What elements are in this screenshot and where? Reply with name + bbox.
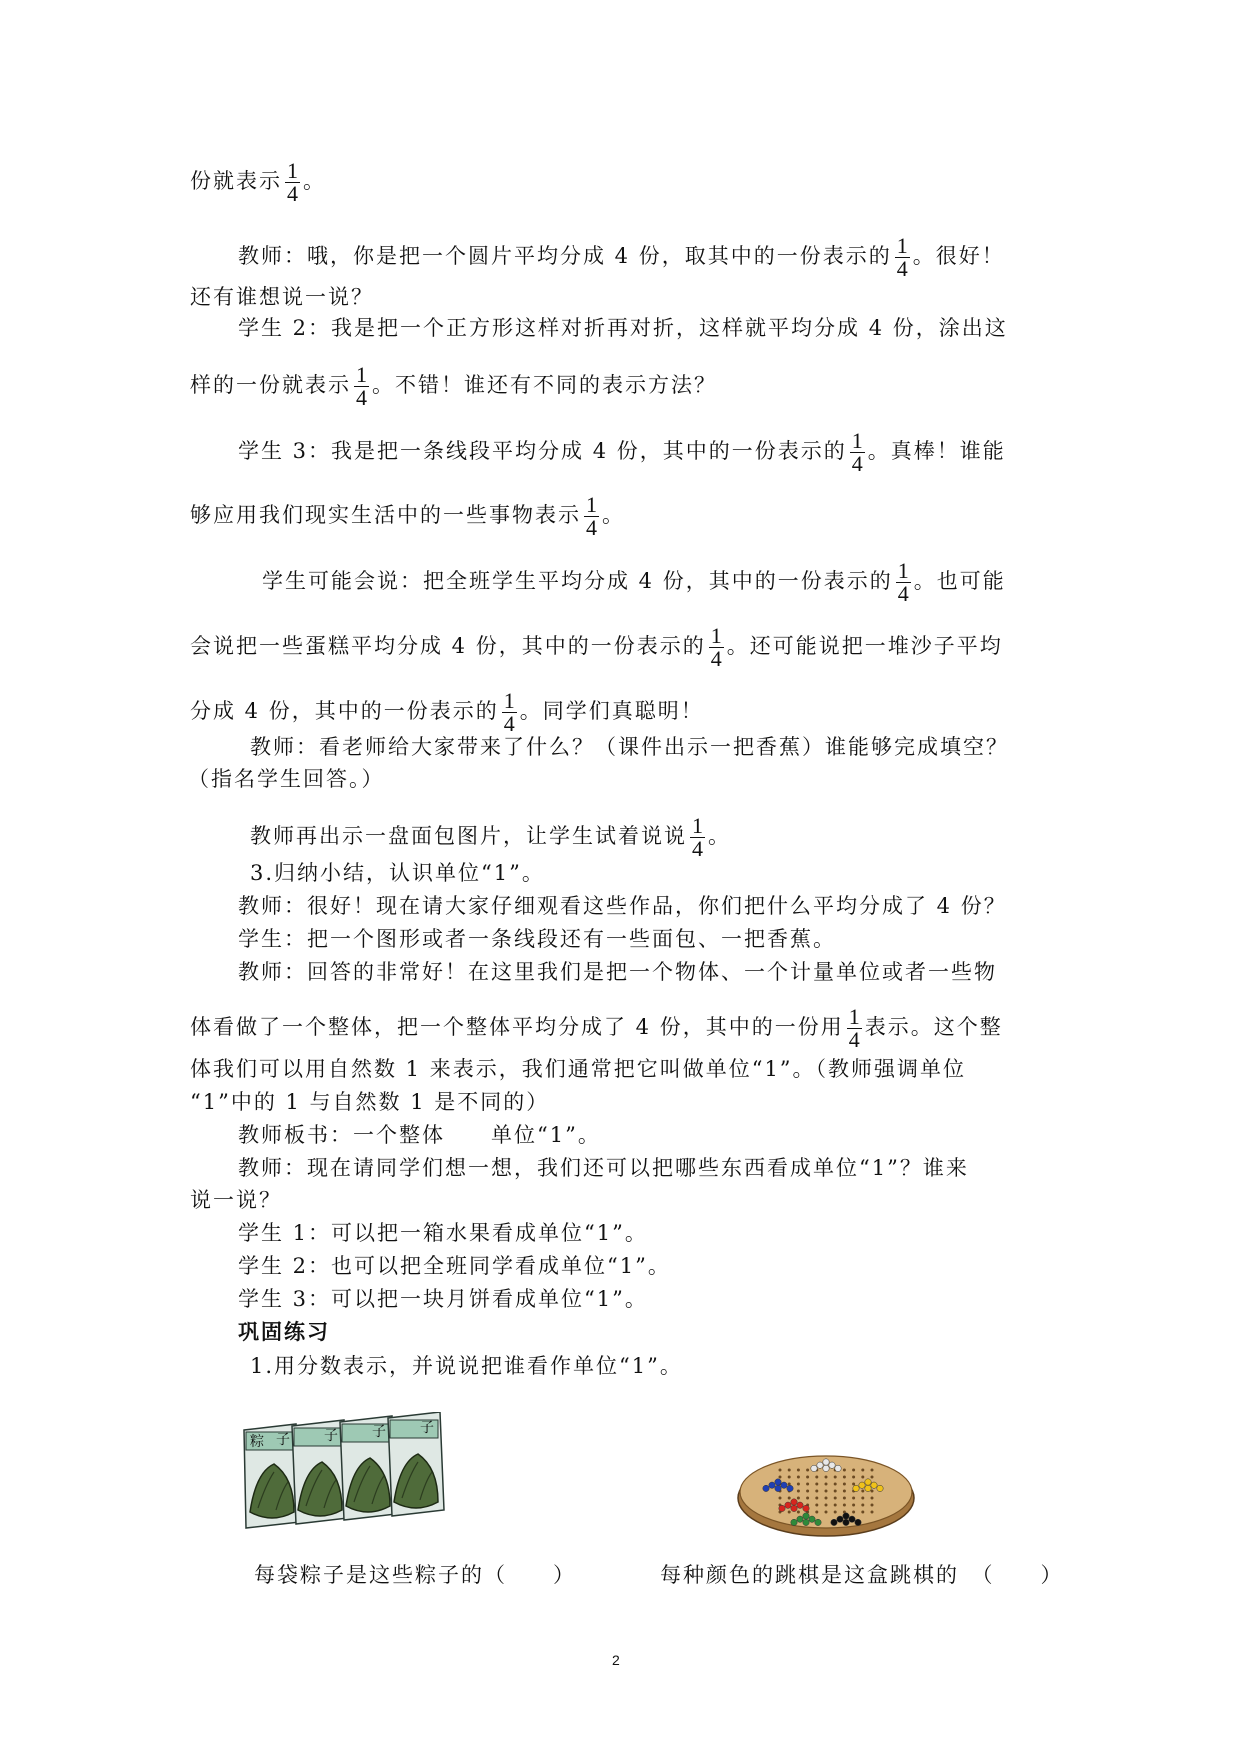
board-hole	[788, 1469, 791, 1472]
denominator: 4	[356, 385, 367, 410]
board-hole	[797, 1497, 800, 1500]
board-hole	[834, 1490, 837, 1493]
text-line: 学生 2：我是把一个正方形这样对折再对折，这样就平均分成 4 份，涂出这	[238, 316, 1008, 340]
text-line: 学生 3：可以把一块月饼看成单位“1”。	[238, 1287, 648, 1311]
numerator: 1	[287, 158, 298, 183]
board-hole	[797, 1490, 800, 1493]
text: 。	[602, 503, 625, 527]
zongzi-bags-image	[236, 1412, 466, 1536]
board-hole	[806, 1476, 809, 1479]
text-line: 还有谁想说一说？	[190, 285, 374, 309]
text-line	[190, 1006, 1003, 1051]
text: 够应用我们现实生活中的一些事物表示	[190, 503, 581, 527]
text: 分成 4 份，其中的一份表示的	[190, 699, 499, 723]
marble	[823, 1459, 829, 1465]
board-hole	[843, 1490, 846, 1493]
marble	[797, 1516, 803, 1522]
marble	[779, 1505, 785, 1511]
numerator: 1	[897, 558, 909, 583]
board-hole	[843, 1469, 846, 1472]
section-subheading: 3.归纳小结，认识单位“1”。	[250, 861, 545, 885]
board-hole	[834, 1511, 837, 1514]
text-line: （指名学生回答。）	[188, 767, 385, 791]
text: 。同学们真聪明！	[519, 699, 704, 723]
text-line	[238, 235, 1005, 280]
zongzi-label: 子	[372, 1424, 386, 1440]
text: 。真棒！谁能	[867, 439, 1006, 463]
marble	[775, 1485, 781, 1491]
denominator: 4	[851, 451, 863, 476]
board-hole	[861, 1497, 864, 1500]
board-hole	[843, 1483, 846, 1486]
fraction	[850, 430, 865, 475]
board-hole	[779, 1469, 782, 1472]
text-line	[190, 494, 625, 539]
text-line	[190, 690, 704, 735]
board-hole	[815, 1476, 818, 1479]
marble	[763, 1485, 769, 1491]
marble	[849, 1516, 855, 1522]
text: 。也可能	[913, 569, 1006, 593]
fraction	[690, 815, 705, 860]
board-hole	[861, 1490, 864, 1493]
zongzi-bag	[388, 1412, 444, 1516]
board-hole	[834, 1483, 837, 1486]
section-heading: 巩固练习	[238, 1319, 330, 1344]
numerator: 1	[851, 428, 863, 453]
board-hole	[788, 1497, 791, 1500]
numerator: 1	[356, 362, 367, 387]
numerator: 1	[710, 623, 722, 648]
board-hole	[797, 1476, 800, 1479]
marble	[855, 1519, 861, 1525]
board-hole	[779, 1476, 782, 1479]
text-line: 教师板书：一个整体 单位“1”。	[238, 1123, 601, 1147]
marble	[787, 1485, 793, 1491]
numerator: 1	[586, 492, 597, 517]
caption-left: 每袋粽子是这些粽子的（ ）	[254, 1563, 576, 1587]
text: 教师再出示一盘面包图片，让学生试着说说	[250, 824, 687, 848]
board-hole	[843, 1476, 846, 1479]
zongzi-bag	[340, 1416, 396, 1520]
board-hole	[852, 1476, 855, 1479]
marble	[865, 1479, 871, 1485]
fraction	[896, 560, 911, 605]
fraction	[502, 690, 517, 735]
fraction	[285, 160, 300, 205]
text: 表示。这个整	[864, 1015, 1003, 1039]
text-line: 教师：看老师给大家带来了什么？（课件出示一把香蕉）谁能够完成填空？	[250, 735, 1009, 759]
marble	[843, 1513, 849, 1519]
board-hole	[843, 1497, 846, 1500]
board-hole	[797, 1483, 800, 1486]
board-hole	[871, 1511, 874, 1514]
board-hole	[825, 1490, 828, 1493]
marble	[791, 1499, 797, 1505]
marble	[815, 1519, 821, 1525]
board-hole	[788, 1476, 791, 1479]
board-hole	[861, 1504, 864, 1507]
marble	[803, 1519, 809, 1525]
board-hole	[825, 1483, 828, 1486]
zongzi-label: 粽	[250, 1434, 264, 1450]
marble	[781, 1482, 787, 1488]
board-hole	[852, 1469, 855, 1472]
denominator: 4	[586, 515, 597, 540]
denominator: 4	[896, 256, 908, 281]
marble	[865, 1485, 871, 1491]
text-line	[190, 160, 326, 205]
board-hole	[852, 1511, 855, 1514]
text: 。还可能说把一堆沙子平均	[726, 634, 1003, 658]
marble	[791, 1519, 797, 1525]
board-hole	[834, 1497, 837, 1500]
marble	[769, 1482, 775, 1488]
text: 样的一份就表示	[190, 373, 351, 397]
marble	[823, 1465, 829, 1471]
board-hole	[871, 1469, 874, 1472]
board-hole	[806, 1497, 809, 1500]
text-line	[238, 430, 1006, 475]
board-hole	[852, 1497, 855, 1500]
text: 会说把一些蛋糕平均分成 4 份，其中的一份表示的	[190, 634, 706, 658]
board-hole	[825, 1497, 828, 1500]
fraction	[709, 625, 724, 670]
board-hole	[825, 1476, 828, 1479]
marble	[817, 1462, 823, 1468]
zongzi-label: 子	[324, 1428, 338, 1444]
text-line: 学生：把一个图形或者一条线段还有一些面包、一把香蕉。	[238, 927, 836, 951]
marble	[803, 1513, 809, 1519]
board-hole	[806, 1490, 809, 1493]
numerator: 1	[896, 233, 908, 258]
board-hole	[779, 1497, 782, 1500]
fraction	[354, 364, 369, 409]
denominator: 4	[897, 581, 909, 606]
zongzi-bag	[292, 1420, 348, 1524]
board-hole	[852, 1504, 855, 1507]
board-hole	[788, 1511, 791, 1514]
denominator: 4	[692, 836, 703, 861]
text-line	[190, 625, 1003, 670]
marble	[809, 1516, 815, 1522]
text-line: 教师：很好！现在请大家仔细观看这些作品，你们把什么平均分成了 4 份？	[238, 894, 1007, 918]
marble	[877, 1485, 883, 1491]
text: 学生可能会说：把全班学生平均分成 4 份，其中的一份表示的	[262, 569, 893, 593]
board-hole	[825, 1504, 828, 1507]
text-line	[190, 364, 717, 409]
marble	[837, 1516, 843, 1522]
board-hole	[871, 1504, 874, 1507]
marble	[785, 1502, 791, 1508]
board-hole	[815, 1490, 818, 1493]
text: 。	[708, 824, 731, 848]
text-line: “1”中的 1 与自然数 1 是不同的）	[190, 1090, 550, 1114]
board-hole	[815, 1511, 818, 1514]
marble	[791, 1505, 797, 1511]
board-hole	[806, 1483, 809, 1486]
board-hole	[797, 1469, 800, 1472]
marble	[829, 1462, 835, 1468]
marble	[859, 1482, 865, 1488]
denominator: 4	[710, 646, 722, 671]
text: 体看做了一个整体，把一个整体平均分成了 4 份，其中的一份用	[190, 1015, 844, 1039]
fraction	[847, 1006, 862, 1051]
marble	[803, 1505, 809, 1511]
marble	[775, 1479, 781, 1485]
marble	[835, 1465, 841, 1471]
board-hole	[871, 1476, 874, 1479]
zongzi-label: 子	[276, 1432, 290, 1448]
text: 。很好！	[912, 244, 1005, 268]
text-line: 体我们可以用自然数 1 来表示，我们通常把它叫做单位“1”。（教师强调单位	[190, 1057, 967, 1081]
text: 。	[303, 169, 326, 193]
denominator: 4	[287, 181, 298, 206]
text: 份就表示	[190, 169, 282, 193]
board-hole	[834, 1504, 837, 1507]
caption-right: 每种颜色的跳棋是这盒跳棋的 （ ）	[660, 1563, 1064, 1587]
zongzi-label: 子	[420, 1420, 434, 1436]
text-line	[250, 815, 731, 860]
text: 学生 3：我是把一条线段平均分成 4 份，其中的一份表示的	[238, 439, 847, 463]
board-hole	[825, 1511, 828, 1514]
marble	[831, 1519, 837, 1525]
page-number: 2	[612, 1652, 620, 1668]
text-line	[262, 560, 1006, 605]
board-hole	[871, 1497, 874, 1500]
text-line: 说一说？	[190, 1188, 282, 1212]
numerator: 1	[848, 1004, 860, 1029]
marble	[797, 1502, 803, 1508]
text-line: 教师：现在请同学们想一想，我们还可以把哪些东西看成单位“1”？谁来	[238, 1156, 969, 1180]
marble	[871, 1482, 877, 1488]
board-hole	[815, 1497, 818, 1500]
board-hole	[861, 1476, 864, 1479]
board-hole	[861, 1511, 864, 1514]
denominator: 4	[503, 711, 515, 736]
chinese-checkers-image	[736, 1440, 916, 1540]
marble	[853, 1485, 859, 1491]
board-hole	[852, 1483, 855, 1486]
text-line: 教师：回答的非常好！在这里我们是把一个物体、一个计量单位或者一些物	[238, 960, 997, 984]
board-hole	[806, 1469, 809, 1472]
marble	[843, 1519, 849, 1525]
board-hole	[815, 1483, 818, 1486]
numerator: 1	[503, 688, 515, 713]
board-hole	[815, 1504, 818, 1507]
text-line: 学生 1：可以把一箱水果看成单位“1”。	[238, 1221, 648, 1245]
exercise-instruction: 1.用分数表示，并说说把谁看作单位“1”。	[250, 1354, 683, 1378]
board-hole	[797, 1511, 800, 1514]
text: 。不错！谁还有不同的表示方法？	[372, 373, 717, 397]
board-hole	[843, 1504, 846, 1507]
denominator: 4	[848, 1027, 860, 1052]
numerator: 1	[692, 813, 703, 838]
text: 教师：哦，你是把一个圆片平均分成 4 份，取其中的一份表示的	[238, 244, 892, 268]
text-line: 学生 2：也可以把全班同学看成单位“1”。	[238, 1254, 671, 1278]
fraction	[895, 235, 910, 280]
marble	[811, 1465, 817, 1471]
board-hole	[834, 1476, 837, 1479]
board-hole	[861, 1469, 864, 1472]
fraction	[584, 494, 599, 539]
